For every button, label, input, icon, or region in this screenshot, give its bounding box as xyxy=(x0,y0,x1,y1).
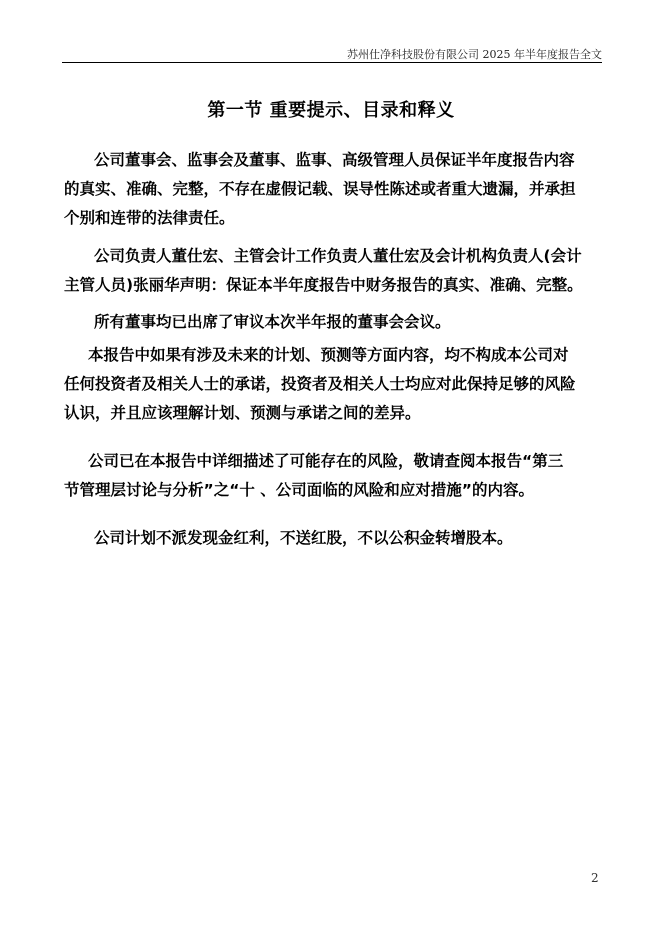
paragraph-line: 任何投资者及相关人士的承诺，投资者及相关人士均应对此保持足够的风险 xyxy=(64,375,576,393)
paragraph-line: 本报告中如果有涉及未来的计划、预测等方面内容，均不构成本公司对 xyxy=(88,346,569,364)
page-number: 2 xyxy=(591,871,599,885)
header-text: 苏州仕净科技股份有限公司 2025 年半年度报告全文 xyxy=(347,48,602,61)
page-header xyxy=(62,44,602,63)
paragraph-directors-attendance xyxy=(64,308,592,337)
paragraph-risk-notice xyxy=(64,447,592,505)
paragraph-line: 公司已在本报告中详细描述了可能存在的风险，敬请查阅本报告“第三 xyxy=(88,452,564,470)
paragraph-line: 公司计划不派发现金红利，不送红股，不以公积金转增股本。 xyxy=(94,529,513,547)
paragraph-forward-looking xyxy=(64,341,592,428)
paragraph-line: 的真实、准确、完整，不存在虚假记载、误导性陈述或者重大遗漏，并承担 xyxy=(64,180,576,198)
paragraph-line: 所有董事均已出席了审议本次半年报的董事会会议。 xyxy=(94,313,451,331)
section-title: 第一节 重要提示、目录和释义 xyxy=(207,100,455,121)
paragraph-line: 主管人员)张丽华声明：保证本半年度报告中财务报告的真实、准确、完整。 xyxy=(64,276,583,294)
paragraph-line: 认识，并且应该理解计划、预测与承诺之间的差异。 xyxy=(64,404,421,422)
paragraph-responsible-persons xyxy=(64,242,592,300)
paragraph-line: 节管理层讨论与分析”之“十 、公司面临的风险和应对措施”的内容。 xyxy=(64,481,534,499)
paragraph-board-guarantee xyxy=(64,146,592,233)
paragraph-line: 公司负责人董仕宏、主管会计工作负责人董仕宏及会计机构负责人(会计 xyxy=(94,247,582,265)
paragraph-dividend-plan xyxy=(64,524,592,553)
paragraph-line: 个别和连带的法律责任。 xyxy=(64,209,235,227)
paragraph-line: 公司董事会、监事会及董事、监事、高级管理人员保证半年度报告内容 xyxy=(94,151,575,169)
